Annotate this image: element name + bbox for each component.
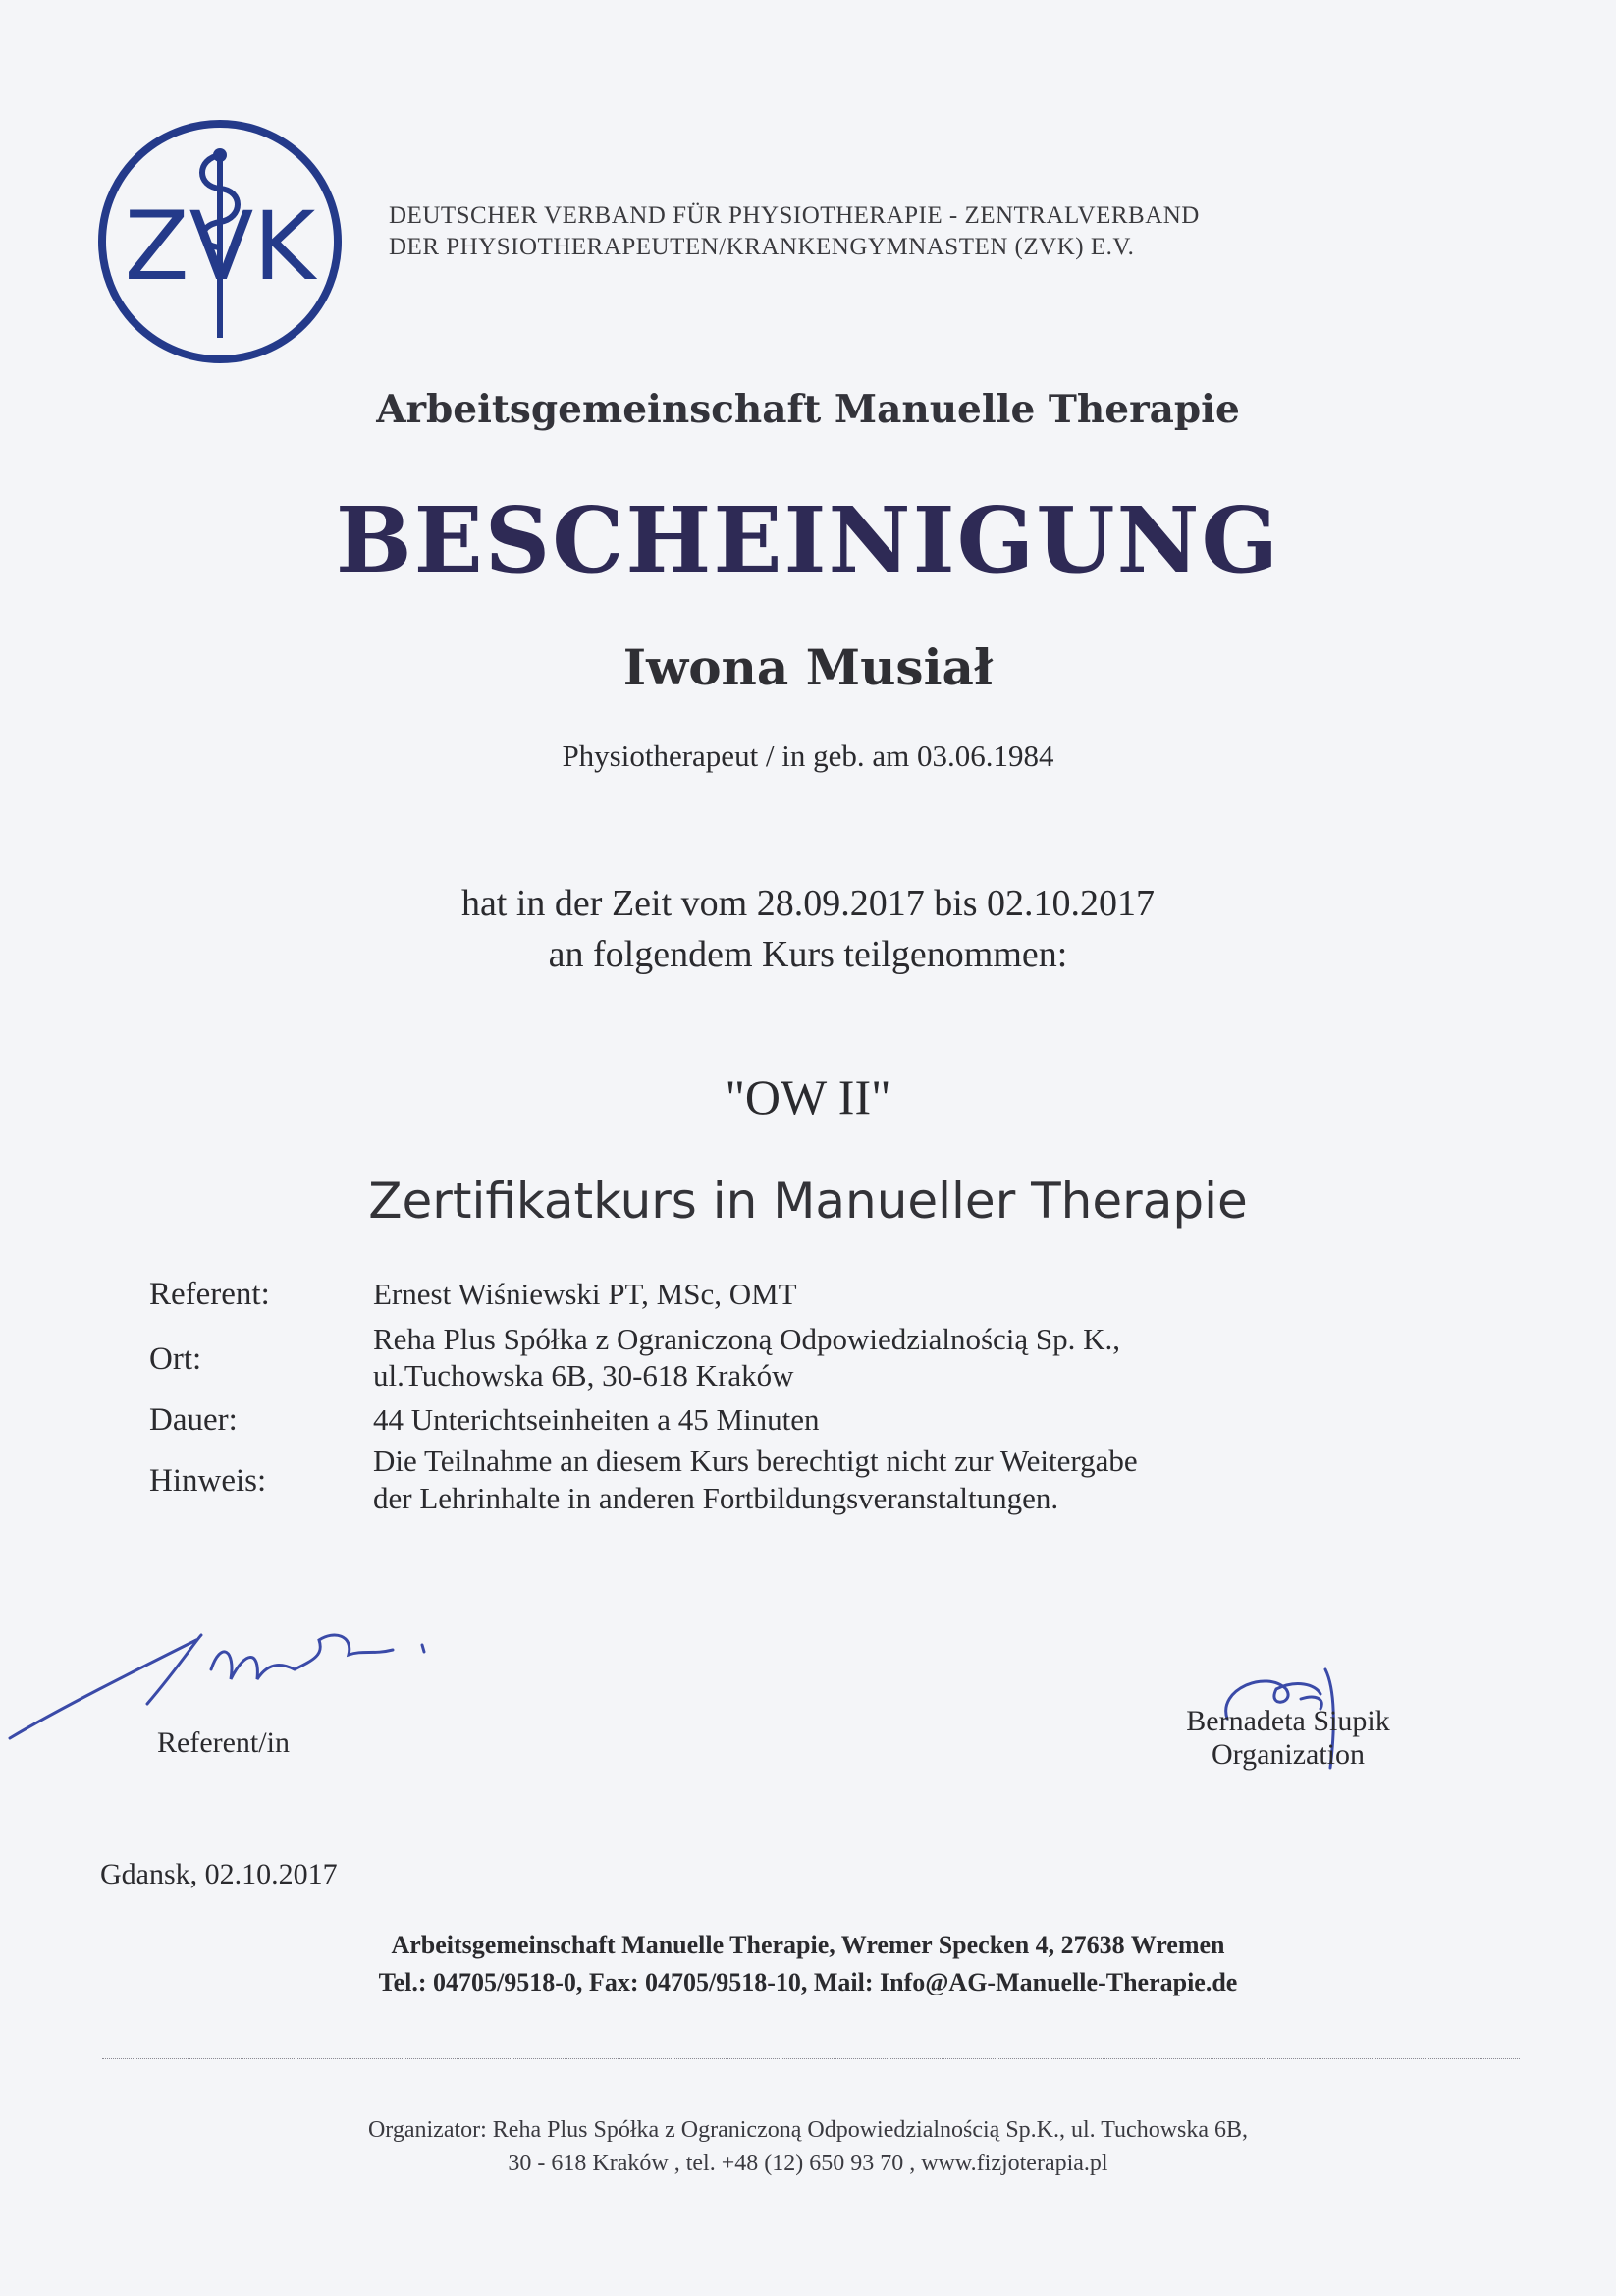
referent-signature-label: Referent/in	[157, 1726, 290, 1759]
organizer-footer-line-1: Organizator: Reha Plus Spółka z Ograniczoną Odpowiedzialnością Sp.K., ul. Tuchowska 6B,	[367, 2117, 1249, 2143]
recipient-details: Physiotherapeut / in geb. am 03.06.1984	[562, 738, 1054, 773]
hinweis-label: Hinweis:	[149, 1463, 267, 1499]
ort-label: Ort:	[149, 1341, 202, 1377]
footer-contact: Tel.: 04705/9518-0, Fax: 04705/9518-10, Mail: Info@AG-Manuelle-Therapie.de	[378, 1968, 1238, 1996]
referent-value: Ernest Wiśniewski PT, MSc, OMT	[373, 1277, 797, 1311]
hinweis-value-line-1: Die Teilnahme an diesem Kurs berechtigt nicht zur Weitergabe	[373, 1444, 1138, 1478]
referent-label: Referent:	[149, 1277, 270, 1312]
organization-line-1: DEUTSCHER VERBAND FÜR PHYSIOTHERAPIE - ZENTRALVERBAND	[389, 202, 1200, 229]
zvk-logo	[94, 116, 346, 367]
logo-text: ZVK	[124, 191, 316, 301]
dauer-label: Dauer:	[149, 1402, 238, 1438]
certificate-title: BESCHEINIGUNG	[335, 487, 1281, 593]
course-code: "OW II"	[725, 1069, 891, 1124]
organizer-role: Organization	[1211, 1738, 1366, 1771]
recipient-name: Iwona Musiał	[622, 638, 994, 696]
dauer-value: 44 Unterichtseinheiten a 45 Minuten	[373, 1402, 820, 1437]
organization-line-2: DER PHYSIOTHERAPEUTEN/KRANKENGYMNASTEN (ZVK) E.V.	[389, 234, 1135, 260]
organizer-footer-line-2: 30 - 618 Kraków , tel. +48 (12) 650 93 70 , www.fizjoterapia.pl	[508, 2151, 1108, 2176]
footer-divider	[102, 2058, 1520, 2059]
place-date: Gdansk, 02.10.2017	[100, 1858, 338, 1890]
organizer-name: Bernadeta Siupik	[1186, 1705, 1390, 1737]
course-name: Zertifikatkurs in Manueller Therapie	[368, 1173, 1248, 1230]
issuer-title: Arbeitsgemeinschaft Manuelle Therapie	[376, 387, 1240, 432]
ort-value-line-1: Reha Plus Spółka z Ograniczoną Odpowiedzialnością Sp. K.,	[373, 1322, 1121, 1356]
hinweis-value-line-2: der Lehrinhalte in anderen Fortbildungsveranstaltungen.	[373, 1481, 1059, 1515]
period-line-2: an folgendem Kurs teilgenommen:	[548, 934, 1068, 975]
organizer-block	[1170, 1705, 1406, 1772]
period-line-1: hat in der Zeit vom 28.09.2017 bis 02.10.2017	[460, 883, 1156, 924]
ort-value-line-2: ul.Tuchowska 6B, 30-618 Kraków	[373, 1358, 794, 1393]
footer-address: Arbeitsgemeinschaft Manuelle Therapie, Wremer Specken 4, 27638 Wremen	[391, 1931, 1225, 1959]
